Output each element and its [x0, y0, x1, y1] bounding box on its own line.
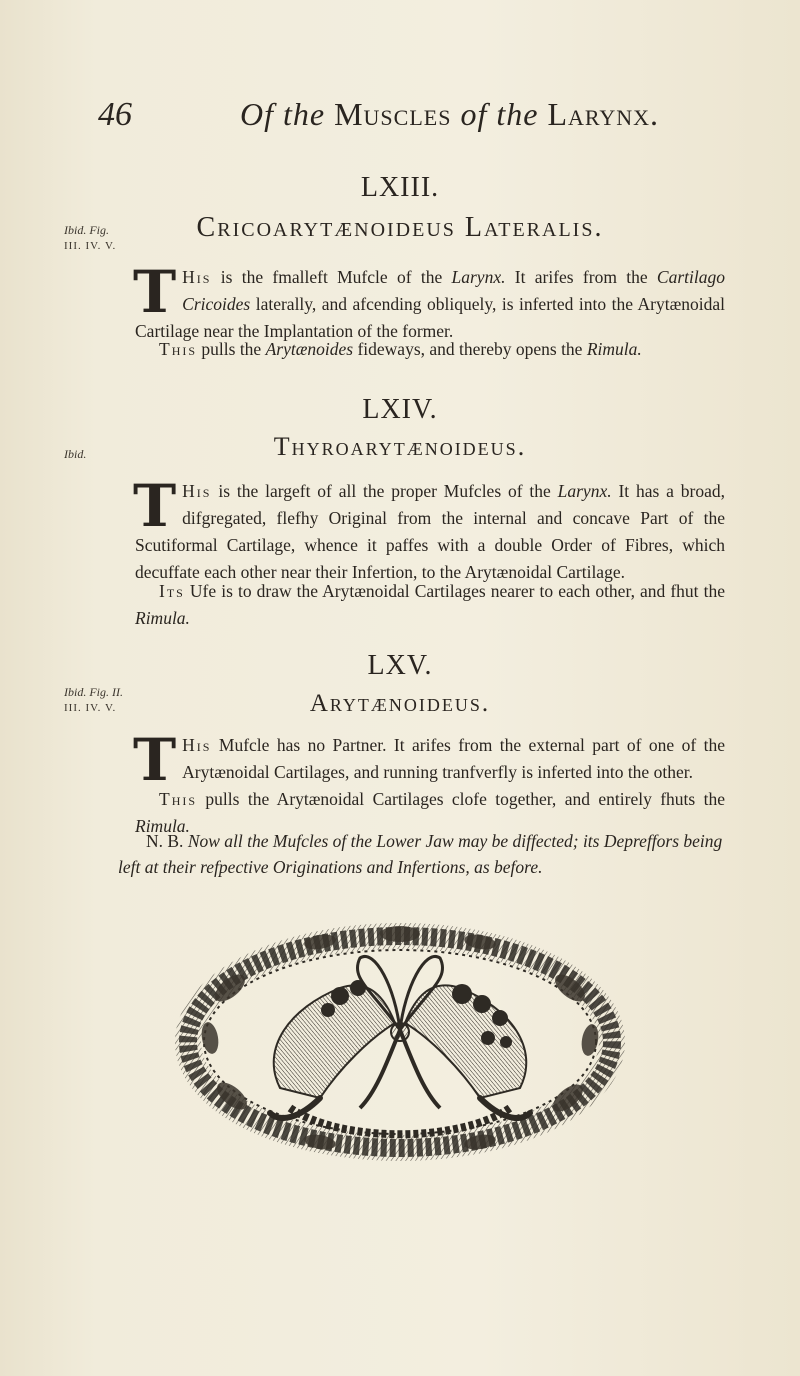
margin-note-refs: III. IV. V.	[64, 702, 117, 714]
margin-note-refs: III. IV. V.	[64, 240, 117, 252]
section-number-lxv: LXV.	[367, 650, 433, 681]
body-text: It arifes from the	[505, 267, 657, 287]
nota-bene	[118, 828, 728, 880]
body-text: laterally, and afcending obliquely, is inferted into the Arytænoidal Cartilage near the Implantation of the former.	[135, 294, 725, 341]
running-title-of: Of the	[240, 96, 326, 132]
body-text: is the fmalleft Mufcle of the	[211, 267, 452, 287]
body-text: pulls the	[197, 339, 266, 359]
section-number-lxiv: LXIV.	[362, 394, 438, 425]
page-number: 46	[98, 96, 132, 133]
running-title	[240, 96, 659, 133]
lead-word: This	[159, 789, 198, 809]
paragraph-lxiii-1	[133, 258, 725, 345]
body-text: pulls the Arytænoidal Cartilages clofe together, and entirely fhuts the	[197, 789, 725, 809]
nota-bene-text: Now all the Mufcles of the Lower Jaw may be diffected; its Depreffors being left at their refpective Originations and Infertions, as before.	[118, 831, 723, 877]
section-title-lxv: Arytænoideus.	[309, 690, 491, 717]
drop-cap: T	[133, 472, 177, 540]
section-title-lxiii: Cricoarytænoideus Lateralis.	[196, 212, 604, 243]
body-text: fideways, and thereby opens the	[353, 339, 587, 359]
body-text: Mufcle has no Partner. It arifes from the external part of one of the Arytænoidal Cartilages, and running tranfverfly is inferted into the other.	[182, 735, 725, 782]
margin-note-label: Ibid.	[64, 447, 87, 461]
italic-term: Rimula.	[586, 339, 642, 359]
running-title-muscles: Muscles	[334, 96, 452, 132]
margin-note-lxiv	[64, 446, 86, 462]
margin-note-lxv	[64, 684, 123, 716]
paragraph-lxiv-2	[135, 578, 725, 632]
italic-term: Rimula.	[135, 816, 190, 836]
body-text: Ufe is to draw the Arytænoidal Cartilages nearer to each other, and fhut the	[184, 581, 725, 601]
drop-cap: T	[133, 258, 177, 326]
body-text: is the largeft of all the proper Mufcles of the	[211, 481, 558, 501]
paragraph-lxiii-2	[135, 336, 725, 363]
lead-word: His	[182, 481, 212, 501]
paragraph-lxv-1	[133, 726, 725, 794]
lead-word: Its	[159, 581, 185, 601]
running-head	[90, 96, 730, 146]
margin-note-lxiii	[64, 222, 116, 254]
cornucopia-ornament-icon	[170, 918, 630, 1162]
italic-term: Larynx.	[557, 481, 612, 501]
section-number-lxiii: LXIII.	[360, 172, 440, 203]
italic-term: Cartilago Cricoides	[182, 267, 725, 314]
drop-cap: T	[133, 726, 177, 794]
italic-term: Larynx.	[451, 267, 506, 287]
lead-word: His	[182, 735, 212, 755]
paragraph-lxiv-1	[133, 472, 725, 586]
section-title-lxiv: Thyroarytænoideus.	[273, 432, 527, 461]
lead-word: This	[159, 339, 198, 359]
nota-bene-label: N. B.	[146, 831, 184, 851]
italic-term: Arytænoides	[265, 339, 354, 359]
margin-note-label: Ibid. Fig. II.	[64, 685, 123, 699]
margin-note-label: Ibid. Fig.	[64, 223, 109, 237]
body-text: It has a broad, difgregated, flefhy Original from the internal and concave Part of the Scutiformal Cartilage, whence it paffes with a double Order of Fibres, which decuffate each other near their Infertion, to the Arytænoidal Cartilage.	[135, 481, 725, 582]
lead-word: His	[182, 267, 212, 287]
italic-term: Rimula.	[135, 608, 190, 628]
running-title-of2: of the	[460, 96, 539, 132]
running-title-larynx: Larynx.	[547, 96, 660, 132]
